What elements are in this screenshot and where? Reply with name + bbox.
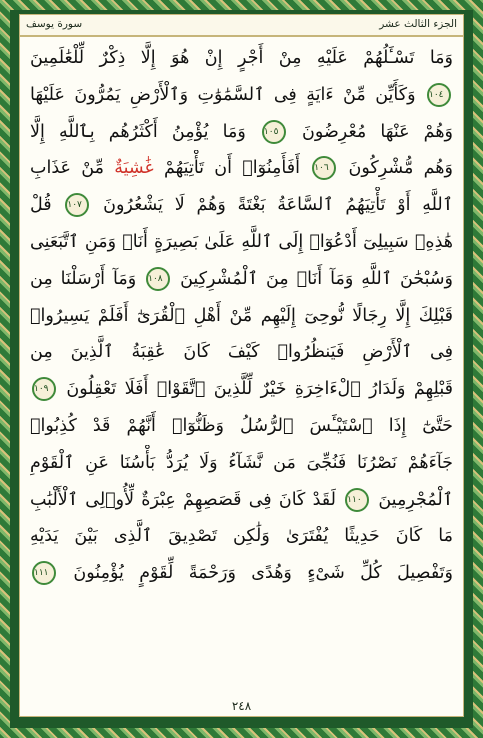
verse-text: أَفَأَمِنُوٓا۟ أَن تَأْتِيَهُمْ: [153, 158, 311, 179]
verse-text: جَآءَهُمْ نَصْرُنَا فَنُجِّىَ مَن نَّشَآءُ وَلَا يُرَدُّ بَأْسُنَا عَنِ ٱلْقَوْمِ: [30, 452, 453, 473]
ayah-number-marker: ١٠٥: [262, 120, 286, 144]
verse-text: وَهُمْ عَنْهَا مُعْرِضُونَ: [287, 121, 453, 142]
mushaf-page: [19, 36, 464, 717]
ayah-number-marker: ١١٠: [345, 488, 369, 512]
verse-line: [30, 298, 453, 335]
verse-text: فِى ٱلْأَرْضِ فَيَنظُرُوا۟ كَيْفَ كَانَ عَٰقِبَةُ ٱلَّذِينَ مِن: [30, 342, 453, 363]
verse-line: [30, 114, 453, 151]
verse-text: مَا كَانَ حَدِيثًا يُفْتَرَىٰ وَلَٰكِن تَصْدِيقَ ٱلَّذِى بَيْنَ يَدَيْهِ: [30, 526, 453, 547]
page-header: [19, 14, 464, 36]
ayah-number-marker: ١٠٦: [312, 156, 336, 180]
verse-text: قَبْلِكَ إِلَّا رِجَالًا نُّوحِىٓ إِلَيْهِم مِّنْ أَهْلِ ٱلْقُرَىٰٓ أَفَلَمْ يَسِيرُوا۟: [30, 305, 453, 326]
verse-text: مِّنْ عَذَابِ: [30, 158, 104, 179]
ayah-number-marker: ١٠٧: [65, 193, 89, 217]
ayah-number-marker: ١٠٨: [146, 267, 170, 291]
verse-text: لَقَدْ كَانَ فِى قَصَصِهِمْ عِبْرَةٌ لِّأُو۟لِى ٱلْأَلْبَٰبِ: [30, 489, 344, 510]
verse-text: قُلْ: [30, 195, 64, 216]
verse-text: حَتَّىٰٓ إِذَا ٱسْتَيْـَٔسَ ٱلرُّسُلُ وَظَنُّوٓا۟ أَنَّهُمْ قَدْ كُذِبُوا۟: [30, 415, 453, 436]
verse-text: وَمَآ أَرْسَلْنَا مِن: [30, 268, 145, 289]
ayah-number-marker: ١١١: [32, 561, 56, 585]
verse-line: [30, 334, 453, 371]
verse-text: وَمَا يُؤْمِنُ أَكْثَرُهُم بِٱللَّهِ إِلَّا: [30, 121, 260, 142]
verse-text: هَٰذِهِۦ سَبِيلِىٓ أَدْعُوٓا۟ إِلَى ٱللَّهِ عَلَىٰ بَصِيرَةٍ أَنَا۠ وَمَنِ ٱتَّبَعَنِى: [30, 231, 453, 252]
ayah-number-marker: ١٠٤: [427, 83, 451, 107]
verse-text: وَتَفْصِيلَ كُلِّ شَىْءٍ وَهُدًى وَرَحْمَةً لِّقَوْمٍ يُؤْمِنُونَ: [58, 563, 453, 584]
page-number: ٢٤٨: [231, 699, 252, 713]
verse-line: [30, 40, 453, 77]
verse-line: [30, 261, 453, 298]
verse-text: ٱلْمُجْرِمِينَ: [371, 489, 453, 510]
verse-text: وَسُبْحَٰنَ ٱللَّهِ وَمَآ أَنَا۠ مِنَ ٱلْمُشْرِكِينَ: [172, 268, 453, 289]
verse-text: ٱللَّهِ أَوْ تَأْتِيَهُمُ ٱلسَّاعَةُ بَغْتَةً وَهُمْ لَا يَشْعُرُونَ: [91, 195, 453, 216]
verse-line: [30, 150, 453, 187]
verse-line: [30, 371, 453, 408]
verse-line: [30, 408, 453, 445]
verse-line: [30, 224, 453, 261]
verse-text: وَكَأَيِّن مِّنْ ءَايَةٍ فِى ٱلسَّمَٰوَٰتِ وَٱلْأَرْضِ يَمُرُّونَ عَلَيْهَا: [30, 84, 425, 105]
verse-line: [30, 518, 453, 555]
verse-line: [30, 555, 453, 592]
verse-line: [30, 77, 453, 114]
verse-text: وَهُم مُّشْرِكُونَ: [338, 158, 453, 179]
verse-text: وَمَا تَسْـَٔلُهُمْ عَلَيْهِ مِنْ أَجْرٍ إِنْ هُوَ إِلَّا ذِكْرٌ لِّلْعَٰلَمِينَ: [30, 48, 453, 68]
verse-line: [30, 482, 453, 519]
verse-text: قَبْلِهِمْ وَلَدَارُ ٱلْءَاخِرَةِ خَيْرٌ لِّلَّذِينَ ٱتَّقَوْا۟ أَفَلَا تَعْقِلُونَ: [58, 379, 453, 400]
ayah-number-marker: ١٠٩: [32, 377, 56, 401]
juz-label: الجزء الثالث عشر: [379, 18, 457, 30]
verse-lines: [30, 40, 453, 592]
surah-name: سورة يوسف: [26, 18, 83, 30]
highlighted-word: غَٰشِيَةٌ: [103, 158, 154, 179]
verse-line: [30, 445, 453, 482]
verse-line: [30, 187, 453, 224]
